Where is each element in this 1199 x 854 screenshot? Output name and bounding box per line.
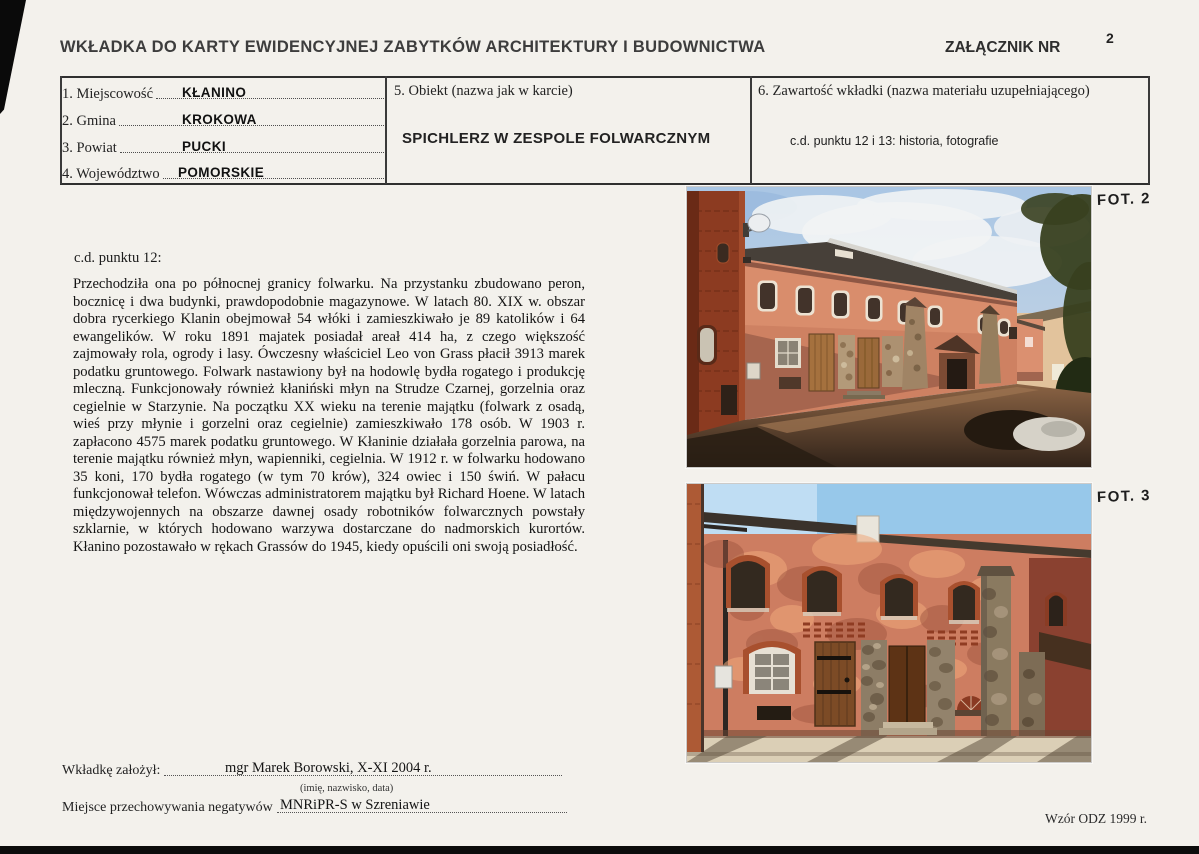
negatives-label: Miejsce przechowywania negatywów: [62, 800, 277, 816]
founder-label: Wkładkę założył:: [62, 763, 164, 779]
photo-caption-fot-3: FOT. 3: [1096, 487, 1152, 506]
field-row-miejscowosc: [62, 83, 384, 103]
object-name: SPICHLERZ W ZESPOLE FOLWARCZNYM: [402, 130, 711, 147]
table-border-top: [60, 76, 1150, 78]
scan-artifact-top-left: [0, 0, 30, 114]
field-label: 3. Powiat: [62, 140, 120, 157]
table-divider-2: [750, 76, 752, 184]
form-template-note: Wzór ODZ 1999 r.: [1045, 811, 1147, 826]
history-paragraph: Przechodziła ona po północnej granicy folwarku. Na przystanku zbudowano peron, bocznicę i dwa budynki, prawdopodobnie magazynowe. W latach 80. XIX w. obszar dobra rycerkiego Klanin obejmował 54 włóki i zamieszkiwało je 89 katolików i 64 ewangelików. W roku 1891 majatek posiadał areał 414 ha, z czego większość zajmowały rola, ogrody i lasy. Ówczesny właściciel Leo von Grass płacił 3913 marek podatku gruntowego. Folwark nastawiony był na hodowlę bydła rogatego i produkcję mleczną. Funkcjonowały również kłaniński młyn na Strudze Czarnej, gorzelnia oraz cegielnie w Starzynie. Na początku XX wieku na terenie majątku (folwark z osadą, wieś przy młynie i gorzelni oraz cegielnie) zamieszkiwało 178 osób. W 1903 r. zapłacono 4575 marek podatku gruntowego. W Kłaninie działała gorzelnia parowa, na terenie majątku również młyn, wapienniki, cegielnia. W 1912 r. w folwarku hodowano 35 koni, 170 bydła rogatego (w tym 70 krów), 324 owiec i 150 świń. W pałacu funkcjonował telefon. Wówczas administratorem majątku był Richard Hoene. W latach międzywojennych na obszarze dawnej osady robotników folwarcznych powstały szklarnie, w których hodowano warzywa dostarczane do nadmorskich kurortów. Kłanino pozostawało w rękach Grassów do 1945, kiedy opuścili oni swoją posiadłość.: [73, 276, 585, 555]
field-label: 4. Województwo: [62, 166, 163, 183]
table-border-right: [1148, 76, 1150, 184]
photo-granary-facade-art: [687, 484, 1091, 762]
footer-row-founder: [62, 760, 562, 779]
scan-artifact-bottom-edge: [0, 846, 1199, 854]
contents-label: 6. Zawartość wkładki (nazwa materiału uzupełniającego): [758, 83, 1090, 99]
contents-value: c.d. punktu 12 i 13: historia, fotografie: [790, 134, 999, 148]
field-row-powiat: [62, 137, 384, 157]
photo-granary-street-view: [687, 187, 1091, 467]
photo-caption-fot-2: FOT. 2: [1096, 190, 1152, 209]
object-label: 5. Obiekt (nazwa jak w karcie): [394, 83, 573, 99]
field-value: KŁANINO: [182, 85, 247, 100]
attachment-number: 2: [1106, 30, 1114, 46]
founder-value: mgr Marek Borowski, X-XI 2004 r.: [225, 760, 432, 776]
attachment-label: ZAŁĄCZNIK NR: [945, 39, 1061, 56]
footer-row-negatives: [62, 797, 567, 816]
photo-granary-street-view-art: [687, 187, 1091, 467]
table-divider-1: [385, 76, 387, 184]
section-heading: c.d. punktu 12:: [74, 250, 162, 266]
field-value: KROKOWA: [182, 112, 257, 127]
field-row-gmina: [62, 110, 384, 130]
negatives-value: MNRiPR-S w Szreniawie: [280, 797, 430, 813]
table-border-bottom: [60, 183, 1150, 185]
dotted-leader: [120, 151, 384, 153]
field-label: 1. Miejscowość: [62, 86, 156, 103]
field-value: PUCKI: [182, 139, 227, 154]
field-row-wojewodztwo: [62, 163, 384, 183]
field-label: 2. Gmina: [62, 113, 119, 130]
field-value: POMORSKIE: [178, 165, 265, 180]
founder-caption: (imię, nazwisko, data): [300, 783, 394, 794]
page-title: WKŁADKA DO KARTY EWIDENCYJNEJ ZABYTKÓW ARCHITEKTURY I BUDOWNICTWA: [60, 38, 766, 56]
photo-granary-facade: [687, 484, 1091, 762]
